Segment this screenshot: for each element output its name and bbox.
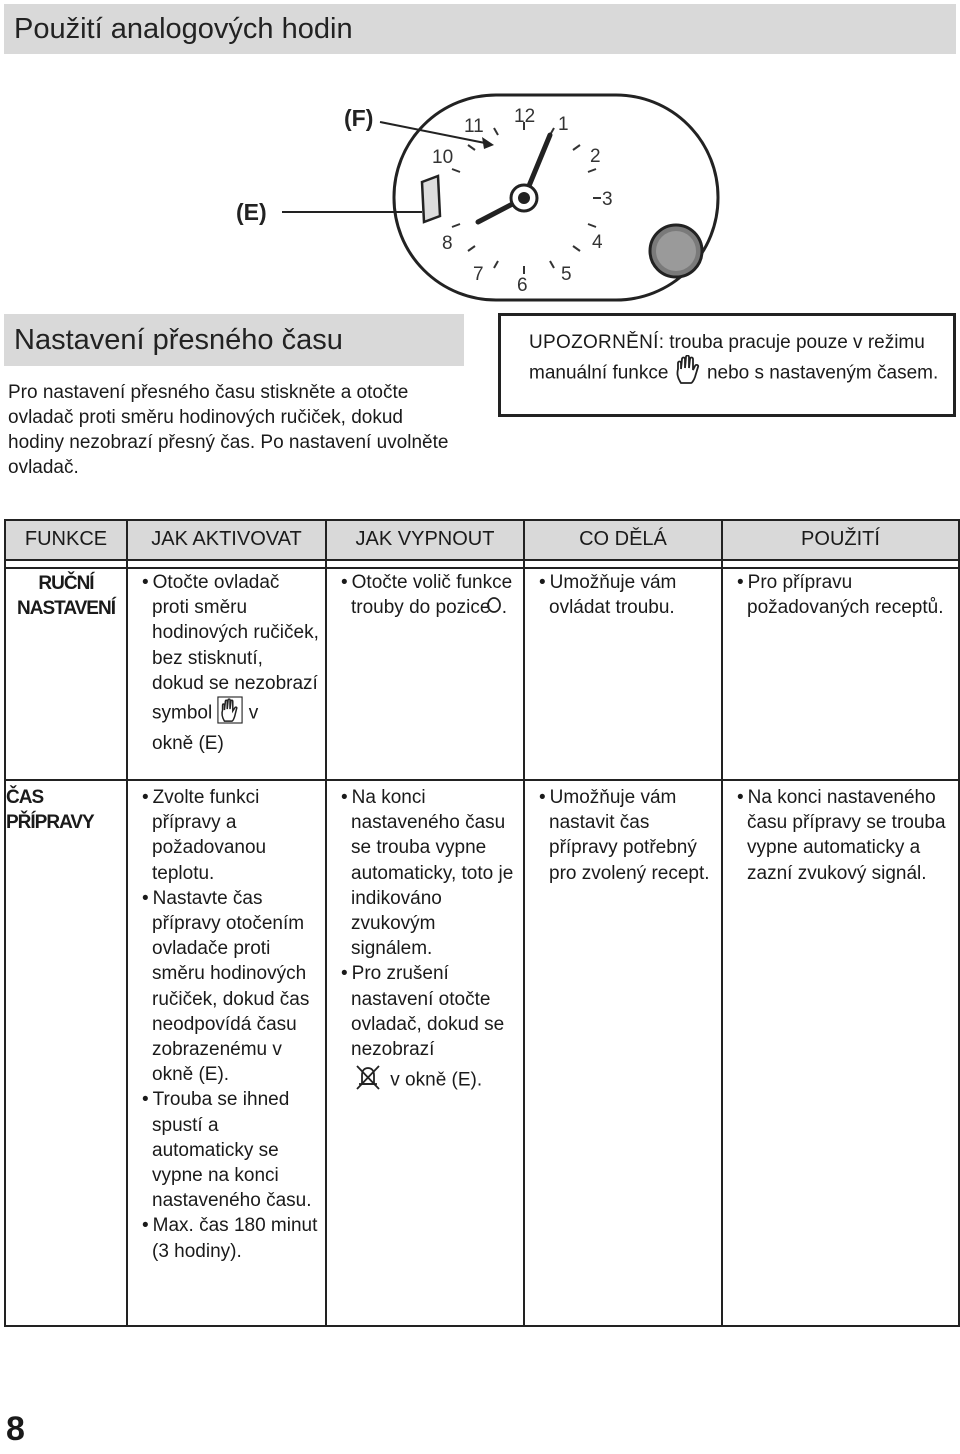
row-manual-function: RUČNÍ NASTAVENÍ xyxy=(5,568,127,780)
clock-number-10: 10 xyxy=(432,147,454,168)
label-e: (E) xyxy=(236,199,267,225)
row-time-deactivate-tail: v okně (E). xyxy=(390,1069,483,1091)
clock-number-5: 5 xyxy=(561,264,572,285)
row-manual-does-text: • Umožňuje vám ovládat troubu. xyxy=(535,570,715,620)
clock-number-11: 11 xyxy=(464,116,484,137)
clock-number-2: 2 xyxy=(590,146,601,167)
row-time-activate xyxy=(127,780,326,1326)
clock-number-1: 1 xyxy=(558,114,569,135)
table-header-row xyxy=(5,520,959,560)
label-f: (F) xyxy=(344,105,374,131)
clock-number-8: 8 xyxy=(442,233,453,254)
header-use: POUŽITÍ xyxy=(722,520,959,560)
warning-box xyxy=(498,313,956,417)
clock-window-e xyxy=(422,176,440,222)
page-title xyxy=(4,4,956,54)
table-gap-row xyxy=(5,560,959,568)
page-title-text: Použití analogových hodin xyxy=(14,12,353,45)
table-row xyxy=(5,780,959,1326)
row-time-use xyxy=(722,780,959,1326)
header-does: CO DĚLÁ xyxy=(524,520,722,560)
row-manual-activate xyxy=(127,568,326,780)
row-time-activate-item: • Zvolte funkci přípravy a požadovanou teplotu. xyxy=(138,785,319,886)
clock-pivot xyxy=(518,192,530,204)
circle-icon xyxy=(496,596,502,621)
clock-number-6: 6 xyxy=(517,275,528,296)
row-manual-activate-item: • Otočte ovladač proti směru hodinových ručiček, bez stisknutí, dokud se nezobrazí xyxy=(138,570,319,696)
hand-icon xyxy=(674,355,702,392)
clock-number-4: 4 xyxy=(592,232,603,253)
clock-number-7: 7 xyxy=(473,264,484,285)
row-time-deactivate xyxy=(326,780,524,1326)
section-body: Pro nastavení přesného času stiskněte a otočte ovladač proti směru hodinových ručiček, dokud hodiny nezobrazí přesný čas. Po nastavení uvolněte ovladač. xyxy=(8,382,449,478)
row-time-does-text: • Umožňuje vám nastavit čas přípravy potřebný pro zvolený recept. xyxy=(535,785,715,886)
header-deactivate: JAK VYPNOUT xyxy=(326,520,524,560)
row-time-deactivate-item: • Pro zrušení nastavení otočte ovladač, dokud se nezobrazí xyxy=(337,961,517,1062)
row-manual-activate-window: okně (E) xyxy=(152,733,224,755)
row-time-activate-item: • Trouba se ihned spustí a automaticky se vypne na konci nastaveného času. xyxy=(138,1087,319,1213)
row-manual-deactivate-item: • Otočte volič funkce trouby do pozice . xyxy=(337,570,517,621)
header-activate: JAK AKTIVOVAT xyxy=(127,520,326,560)
row-manual-activate-symbol xyxy=(138,696,319,731)
row-time-activate-item: • Nastavte čas přípravy otočením ovladače proti směru hodinových ručiček, dokud čas neodpovídá času zobrazenému v okně (E). xyxy=(138,886,319,1088)
row-manual-does xyxy=(524,568,722,780)
clock-diagram xyxy=(228,92,728,310)
clock-number-12: 12 xyxy=(514,106,536,127)
row-manual-use xyxy=(722,568,959,780)
row-time-does xyxy=(524,780,722,1326)
header-function: FUNKCE xyxy=(5,520,127,560)
label-f-arrow xyxy=(482,137,494,149)
row-time-use-text: • Na konci nastaveného času přípravy se trouba vypne automaticky a zazní zvukový signál. xyxy=(733,785,952,886)
row-time-deactivate-symbol xyxy=(337,1062,517,1099)
row-time-deactivate-item: • Na konci nastaveného času se trouba vypne automaticky, toto je indikováno zvukovým signálem. xyxy=(337,785,517,961)
section-title-text: Nastavení přesného času xyxy=(14,323,343,356)
table-row xyxy=(5,568,959,780)
warning-text-1: : trouba pracuje pouze v režimu manuální funkce xyxy=(529,332,925,384)
page-number: 8 xyxy=(6,1410,25,1448)
clock-knob-inner xyxy=(656,231,696,271)
warning-text-2: nebo s nastaveným časem. xyxy=(706,362,939,384)
row-time-function: ČAS PŘÍPRAVY xyxy=(5,780,127,1326)
row-manual-activate-symbol-v: v xyxy=(248,702,259,724)
row-manual-deactivate-text: Otočte volič funkce trouby do pozice xyxy=(351,572,513,619)
functions-table xyxy=(4,519,960,1327)
row-manual-deactivate xyxy=(326,568,524,780)
clock-number-3: 3 xyxy=(602,189,613,210)
section-title xyxy=(4,314,464,366)
row-manual-activate-symbol-word: symbol xyxy=(152,702,213,724)
crossed-bell-icon xyxy=(351,1062,385,1099)
hand-icon xyxy=(217,696,243,731)
warning-label: UPOZORNĚNÍ xyxy=(529,332,659,353)
row-manual-use-text: • Pro přípravu požadovaných receptů. xyxy=(733,570,952,620)
row-time-activate-item: • Max. čas 180 minut (3 hodiny). xyxy=(138,1213,319,1263)
clock-svg xyxy=(228,92,728,310)
